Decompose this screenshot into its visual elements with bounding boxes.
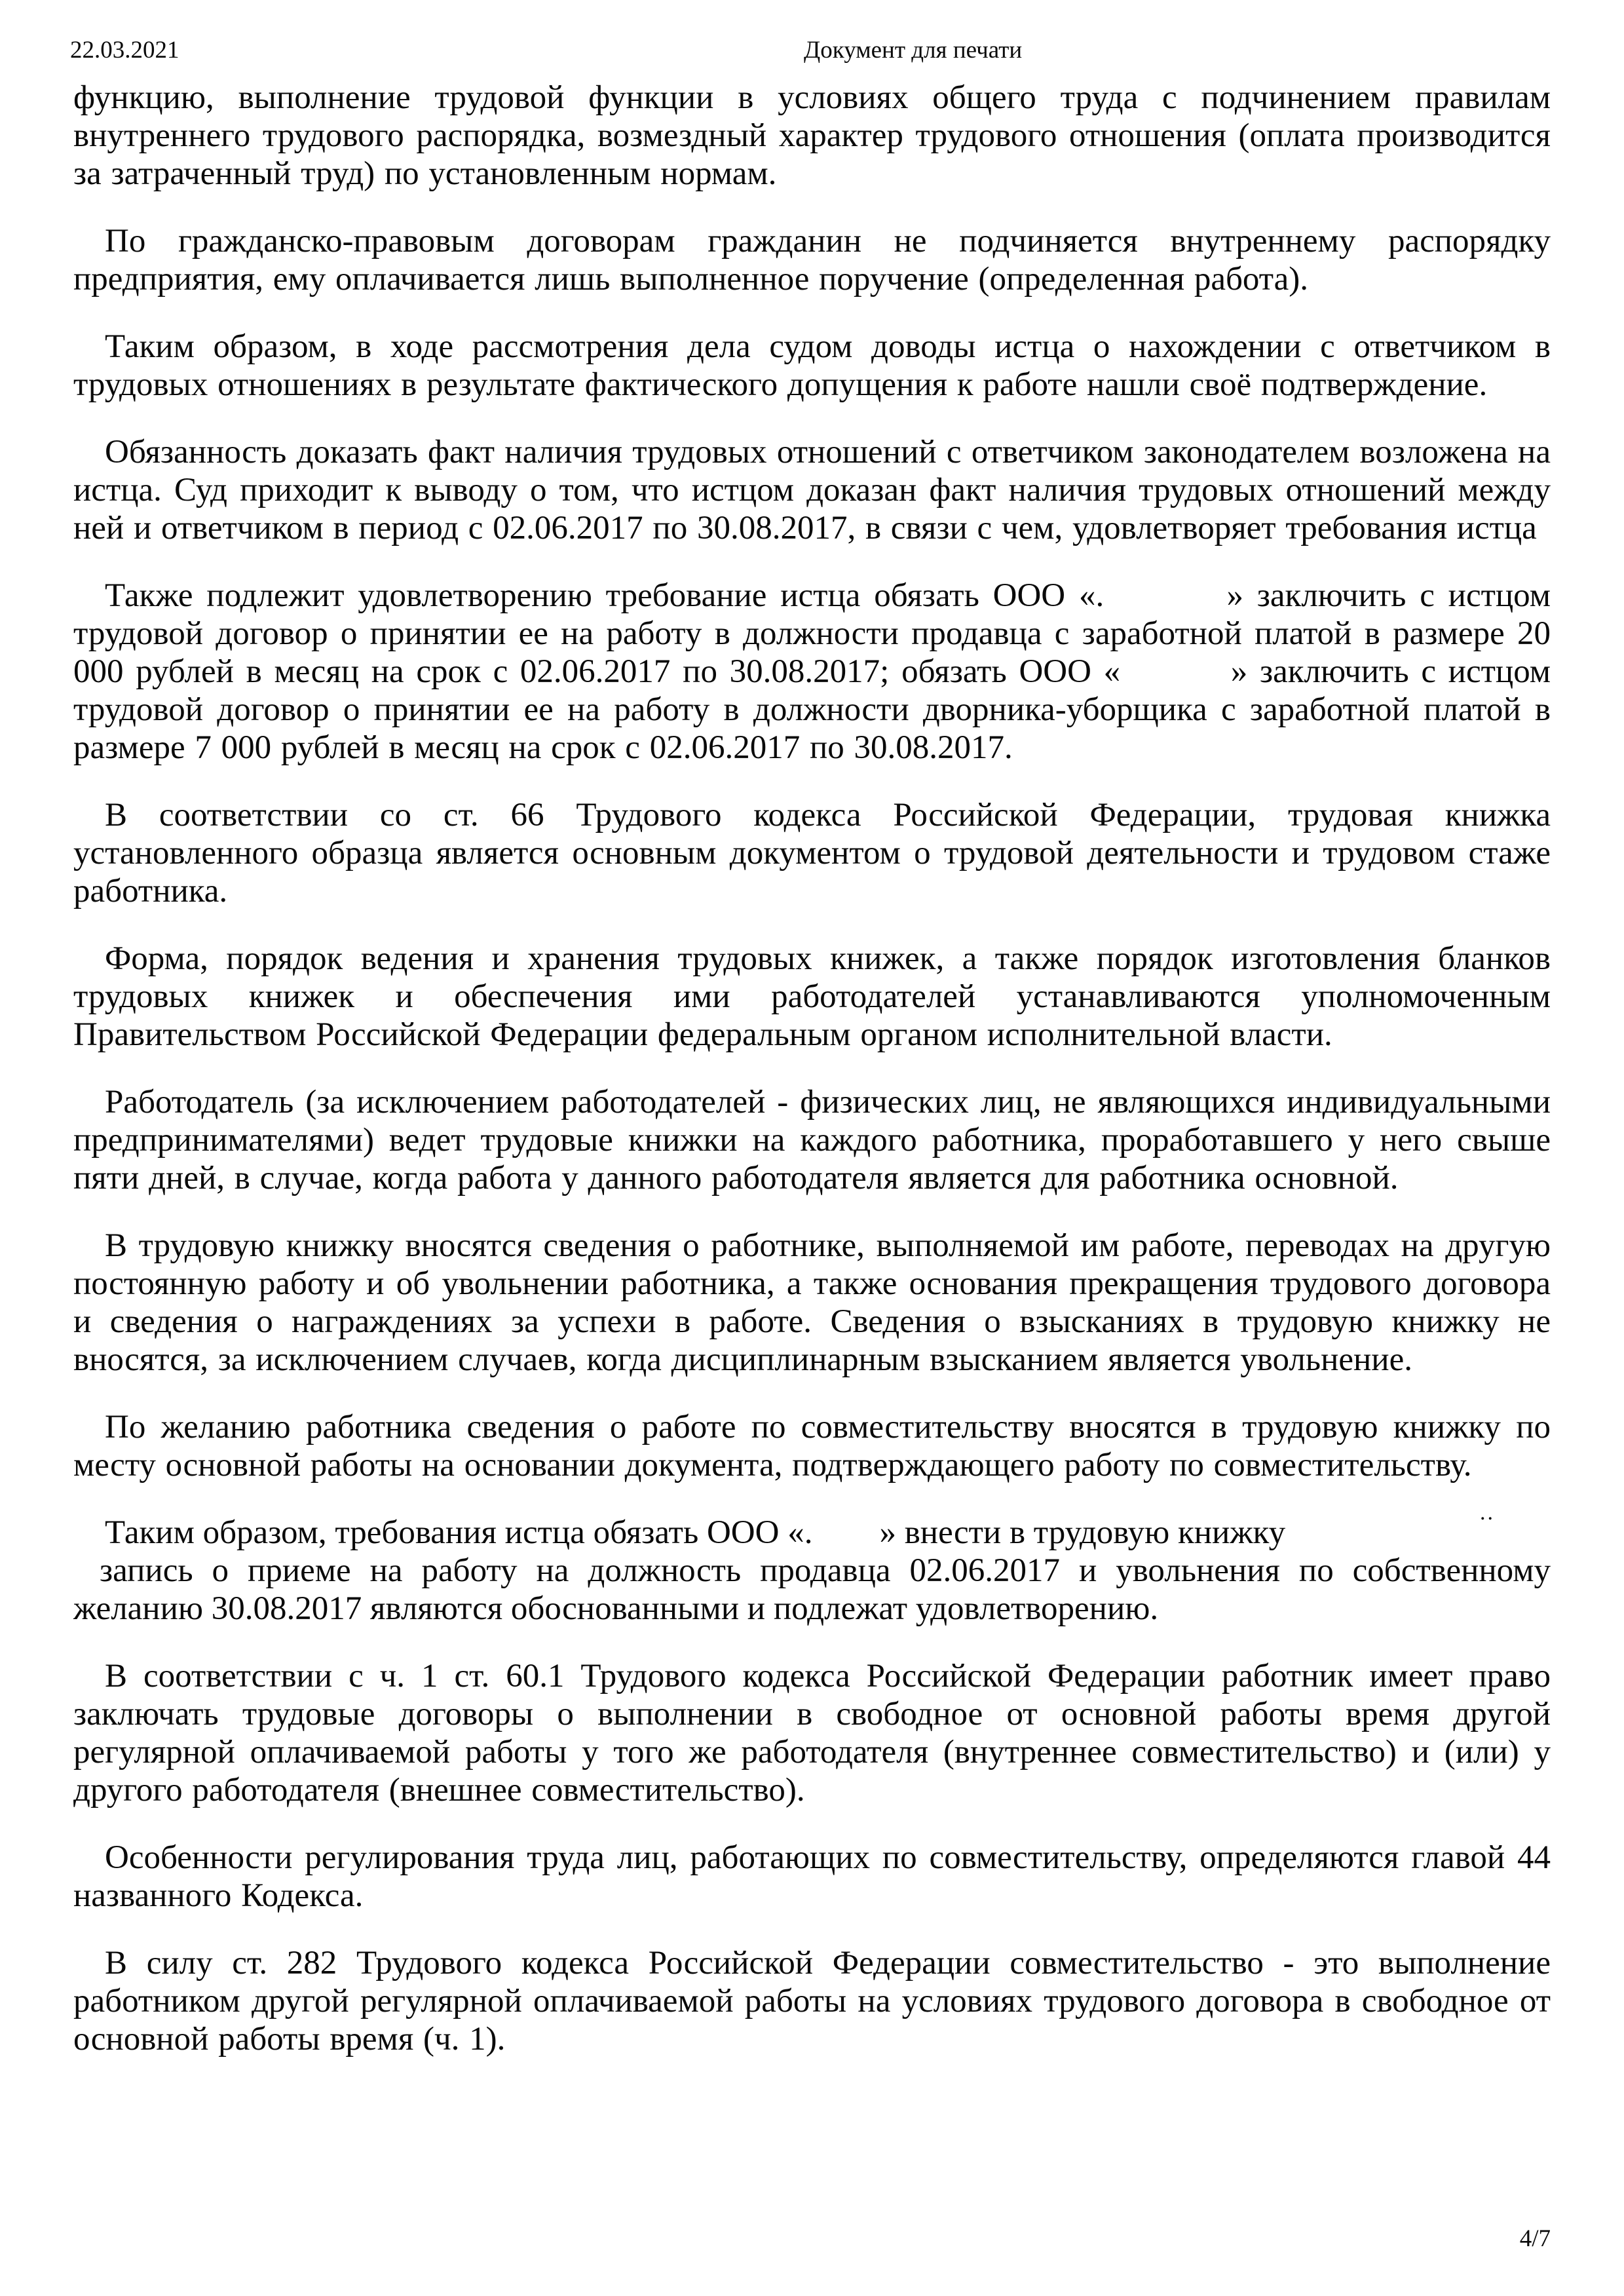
paragraph-line bbox=[73, 1501, 1551, 1552]
body-paragraph: В трудовую книжку вносятся сведения о работнике, выполняемой им работе, переводах на другую постоянную работу и об увольнении работника, а также основания прекращения трудового договора и сведения о награждениях за успехи в работе. Сведения о взысканиях в трудовую книжку не вносятся, за исключением случаев, когда дисциплинарным взысканием является увольнение. bbox=[73, 1227, 1551, 1378]
page-number: 4/7 bbox=[1519, 2225, 1551, 2252]
paragraph-line-text: Таким образом, требования истца обязать ООО «. » внести в трудовую книжку bbox=[105, 1514, 1286, 1551]
print-date: 22.03.2021 bbox=[70, 37, 179, 64]
body-paragraph: Таким образом, в ходе рассмотрения дела судом доводы истца о нахождении с ответчиком в трудовых отношениях в результате фактического допущения к работе нашли своё подтверждение. bbox=[73, 328, 1551, 403]
paragraph-line: запись о приеме на работу на должность продавца 02.06.2017 и увольнения по собственному bbox=[100, 1552, 1551, 1589]
document-body bbox=[73, 79, 1551, 2088]
body-paragraph: Также подлежит удовлетворению требование истца обязать ООО «. » заключить с истцом трудовой договор о принятии ее на работу в должности продавца с заработной платой в размере 20 000 рублей в месяц на срок с 02.06.2017 по 30.08.2017; обязать ООО « » заключить с истцом трудовой договор о принятии ее на работу в должности дворника-уборщика с заработной платой в размере 7 000 рублей в месяц на срок с 02.06.2017 по 30.08.2017. bbox=[73, 577, 1551, 766]
body-paragraph: Особенности регулирования труда лиц, работающих по совместительству, определяются главой 44 названного Кодекса. bbox=[73, 1839, 1551, 1914]
body-paragraph: По желанию работника сведения о работе по совместительству вносятся в трудовую книжку по месту основной работы на основании документа, подтверждающего работу по совместительству. bbox=[73, 1409, 1551, 1483]
body-paragraph: функцию, выполнение трудовой функции в условиях общего труда с подчинением правилам внутреннего трудового распорядка, возмездный характер трудового отношения (оплата производится за затраченный труд) по установленным нормам. bbox=[73, 79, 1551, 192]
paragraph-line: желанию 30.08.2017 являются обоснованными и подлежат удовлетворению. bbox=[73, 1590, 1159, 1627]
body-paragraph: Форма, порядок ведения и хранения трудовых книжек, а также порядок изготовления бланков трудовых книжек и обеспечения ими работодателей устанавливаются уполномоченным Правительством Российской Федерации федеральным органом исполнительной власти. bbox=[73, 940, 1551, 1053]
body-paragraph: В соответствии со ст. 66 Трудового кодекса Российской Федерации, трудовая книжка установленного образца является основным документом о трудовой деятельности и трудовом стаже работника. bbox=[73, 797, 1551, 909]
body-paragraph: В соответствии с ч. 1 ст. 60.1 Трудового кодекса Российской Федерации работник имеет право заключать трудовые договоры о выполнении в свободное от основной работы время другой регулярной оплачиваемой работы у того же работодателя (внутреннее совместительство) и (или) у другого работодателя (внешнее совместительство). bbox=[73, 1658, 1551, 1808]
body-paragraph: Работодатель (за исключением работодателей - физических лиц, не являющихся индивидуальными предпринимателями) ведет трудовые книжки на каждого работника, проработавшего у него свыше пяти дней, в случае, когда работа у данного работодателя является для работника основной. bbox=[73, 1084, 1551, 1196]
scan-artifact-dots: .. bbox=[1480, 1501, 1495, 1525]
body-paragraph-with-redaction bbox=[73, 1501, 1551, 1628]
body-paragraph: По гражданско-правовым договорам гражданин не подчиняется внутреннему распорядку предприятия, ему оплачивается лишь выполненное поручение (определенная работа). bbox=[73, 223, 1551, 297]
document-title: Документ для печати bbox=[804, 37, 1023, 64]
body-paragraph: Обязанность доказать факт наличия трудовых отношений с ответчиком законодателем возложена на истца. Суд приходит к выводу о том, что истцом доказан факт наличия трудовых отношений между ней и ответчиком в период с 02.06.2017 по 30.08.2017, в связи с чем, удовлетворяет требования истца bbox=[73, 434, 1551, 546]
body-paragraph: В силу ст. 282 Трудового кодекса Российской Федерации совместительство - это выполнение работником другой регулярной оплачиваемой работы на условиях трудового договора в свободное от основной работы время (ч. 1). bbox=[73, 1945, 1551, 2057]
